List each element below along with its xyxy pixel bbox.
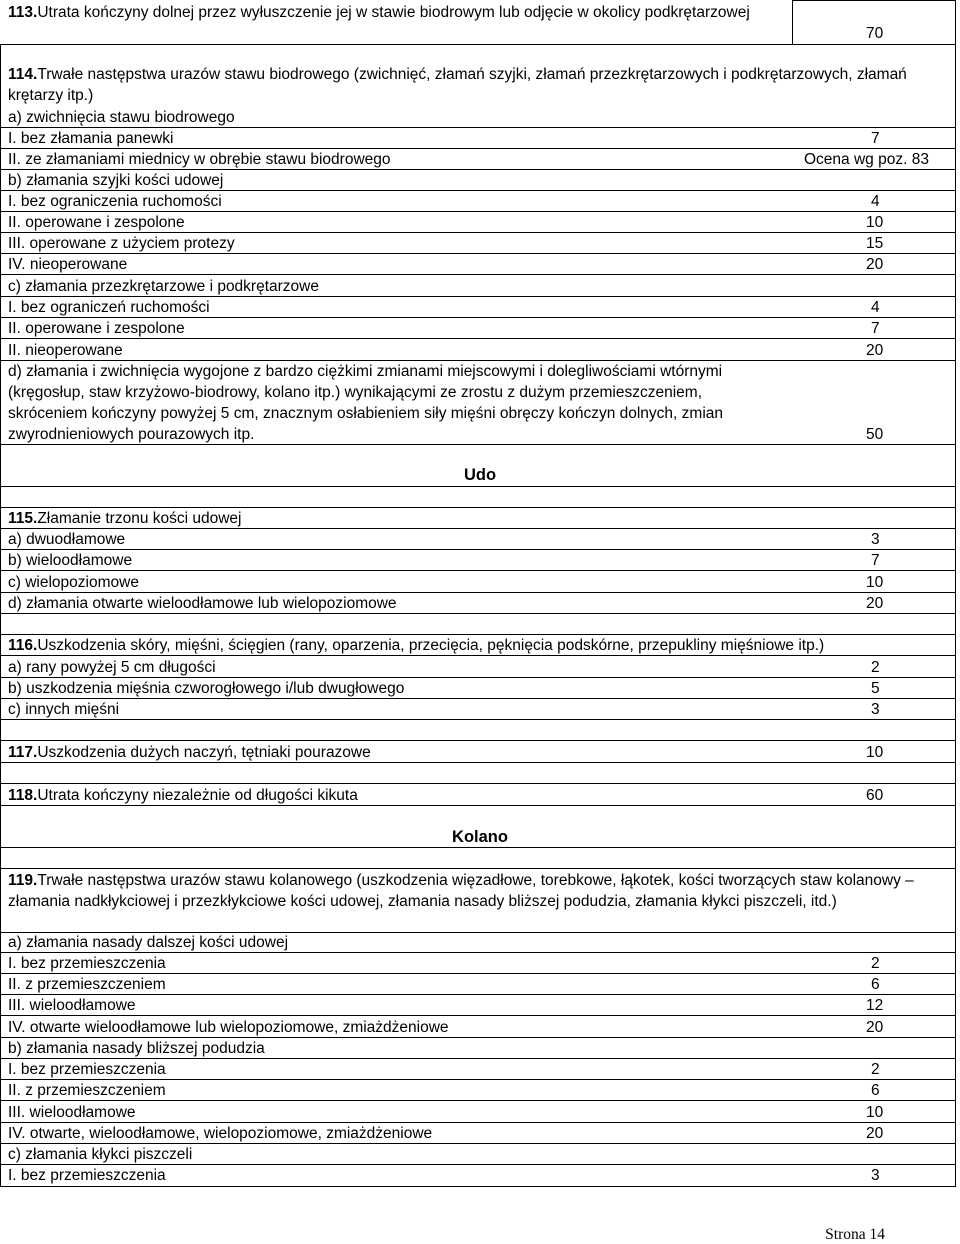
- item-114-c3-value: 20: [866, 342, 884, 359]
- item-119-b2-value: 6: [871, 1082, 880, 1099]
- item-115-b-value: 7: [871, 552, 880, 569]
- item-119-a1-value: 2: [871, 955, 880, 972]
- row-line: [0, 847, 956, 848]
- item-116-b-value: 5: [871, 680, 880, 697]
- item-114-c1-value: 4: [871, 299, 880, 316]
- item-114-a2-value: Ocena wg poz. 83: [804, 151, 929, 168]
- item-114-a: a) zwichnięcia stawu biodrowego: [8, 109, 235, 126]
- table-border: [0, 44, 956, 45]
- item-114-a1-value: 7: [871, 130, 880, 147]
- item-119-a3-value: 12: [866, 997, 884, 1014]
- item-119-b4-value: 20: [866, 1125, 884, 1142]
- section-number: 118.: [8, 787, 38, 804]
- item-119-a3-label: III. wieloodłamowe: [8, 997, 136, 1014]
- section-115-text: [8, 508, 242, 529]
- item-114-b4-label: IV. nieoperowane: [8, 256, 128, 273]
- item-116-c-value: 3: [871, 701, 880, 718]
- item-114-b3-label: III. operowane z użyciem protezy: [8, 235, 235, 252]
- item-115-b-label: b) wieloodłamowe: [8, 552, 133, 569]
- row-line: [0, 762, 956, 763]
- row-line: [0, 338, 956, 339]
- heading-kolano: Kolano: [452, 828, 508, 846]
- item-114-b2-value: 10: [866, 214, 884, 231]
- item-119-b2-label: II. z przemieszczeniem: [8, 1082, 166, 1099]
- section-116-text: [8, 635, 824, 656]
- table-border: [955, 0, 956, 44]
- item-114-b3-value: 15: [866, 235, 884, 252]
- item-114-b4-value: 20: [866, 256, 884, 273]
- item-119-b1-value: 2: [871, 1061, 880, 1078]
- row-line: [0, 528, 956, 529]
- row-line: [0, 1100, 956, 1101]
- item-119-c1-label: I. bez przemieszczenia: [8, 1167, 166, 1184]
- section-number: 116.: [8, 637, 38, 654]
- row-line: [0, 719, 956, 720]
- heading-udo: Udo: [463, 466, 497, 484]
- item-119-a4-label: IV. otwarte wieloodłamowe lub wielopoziomowe, zmiażdżeniowe: [8, 1019, 449, 1036]
- item-115-d-label: d) złamania otwarte wieloodłamowe lub wielopoziomowe: [8, 595, 397, 612]
- item-119-a1-label: I. bez przemieszczenia: [8, 955, 166, 972]
- table-border: [792, 0, 956, 1]
- row-line: [0, 655, 956, 656]
- item-115-a-value: 3: [871, 531, 880, 548]
- item-114-c3-label: II. nieoperowane: [8, 342, 123, 359]
- item-114-b: b) złamania szyjki kości udowej: [8, 172, 224, 189]
- section-118-text: [8, 785, 358, 806]
- table-border: [955, 44, 956, 1186]
- section-title: Uszkodzenia skóry, mięśni, ścięgien (rany, oparzenia, przecięcia, pęknięcia podskórne, przepukliny mięśniowe itp.): [37, 637, 825, 654]
- item-114-b2-label: II. operowane i zespolone: [8, 214, 185, 231]
- item-114-c2-value: 7: [871, 320, 880, 337]
- section-number: 117.: [8, 744, 38, 761]
- item-116-c-label: c) innych mięśni: [8, 701, 120, 718]
- item-119-a2-value: 6: [871, 976, 880, 993]
- item-119-b3-label: III. wieloodłamowe: [8, 1104, 136, 1121]
- item-119-a4-value: 20: [866, 1019, 884, 1036]
- section-title: Trwałe następstwa urazów stawu biodrowego (zwichnięć, złamań szyjki, złamań przezkrętarzowych i podkrętarzowych, złamań krętarzy itp.): [8, 66, 907, 104]
- section-117-text: [8, 742, 371, 763]
- row-line: [0, 486, 956, 487]
- item-119-b: b) złamania nasady bliższej podudzia: [8, 1040, 265, 1057]
- item-114-b1-label: I. bez ograniczenia ruchomości: [8, 193, 222, 210]
- row-line: [0, 868, 956, 869]
- item-119-c: c) złamania kłykci piszczeli: [8, 1146, 193, 1163]
- row-line: [0, 444, 956, 445]
- item-114-c2-label: II. operowane i zespolone: [8, 320, 185, 337]
- item-115-c-value: 10: [866, 574, 884, 591]
- section-117-value: 10: [866, 744, 884, 761]
- item-119-b4-label: IV. otwarte, wieloodłamowe, wielopoziomowe, zmiażdżeniowe: [8, 1125, 433, 1142]
- section-title: Utrata kończyny dolnej przez wyłuszczenie jej w stawie biodrowym lub odjęcie w okolicy podkrętarzowej: [37, 4, 750, 21]
- item-119-b3-value: 10: [866, 1104, 884, 1121]
- table-border: [0, 44, 1, 1186]
- item-114-c1-label: I. bez ograniczeń ruchomości: [8, 299, 210, 316]
- row-line: [0, 805, 956, 806]
- row-line: [0, 698, 956, 699]
- row-line: [0, 274, 956, 275]
- row-line: [0, 253, 956, 254]
- item-119-a2-label: II. z przemieszczeniem: [8, 976, 166, 993]
- section-118-value: 60: [866, 787, 884, 804]
- section-title: Złamanie trzonu kości udowej: [37, 510, 242, 527]
- row-line: [0, 1186, 956, 1187]
- item-114-b1-value: 4: [871, 193, 880, 210]
- row-line: [0, 994, 956, 995]
- item-115-a-label: a) dwuodłamowe: [8, 531, 126, 548]
- item-115-c-label: c) wielopoziomowe: [8, 574, 139, 591]
- section-number: 114.: [8, 66, 38, 83]
- row-line: [0, 613, 956, 614]
- item-114-a2-label: II. ze złamaniami miednicy w obrębie stawu biodrowego: [8, 151, 391, 168]
- page-number: Strona 14: [825, 1226, 885, 1243]
- item-116-a-label: a) rany powyżej 5 cm długości: [8, 659, 216, 676]
- section-113-value: 70: [866, 25, 884, 42]
- table-border: [792, 0, 793, 44]
- section-title: Utrata kończyny niezależnie od długości kikuta: [37, 787, 358, 804]
- row-line: [0, 740, 956, 741]
- row-line: [0, 570, 956, 571]
- item-119-c1-value: 3: [871, 1167, 880, 1184]
- item-116-a-value: 2: [871, 659, 880, 676]
- item-115-d-value: 20: [866, 595, 884, 612]
- section-number: 113.: [8, 4, 38, 21]
- section-title: Trwałe następstwa urazów stawu kolanowego (uszkodzenia więzadłowe, torebkowe, łąkotek, kości tworzących staw kolanowy – złamania nadkłykciowej i przezkłykciowe kości udowej, złamania nasady bliższej podudzia, złamania kłykci piszczeli, itd.): [8, 872, 914, 910]
- item-114-d-value: 50: [866, 426, 884, 443]
- section-number: 119.: [8, 872, 38, 889]
- item-114-a1-label: I. bez złamania panewki: [8, 130, 174, 147]
- item-119-b1-label: I. bez przemieszczenia: [8, 1061, 166, 1078]
- item-119-a: a) złamania nasady dalszej kości udowej: [8, 934, 289, 951]
- section-113-text: [8, 2, 788, 23]
- item-116-b-label: b) uszkodzenia mięśnia czworogłowego i/lub dwugłowego: [8, 680, 405, 697]
- section-114-text: [8, 64, 908, 106]
- section-119-text: [8, 870, 953, 912]
- section-number: 115.: [8, 510, 38, 527]
- item-114-c: c) złamania przezkrętarzowe i podkrętarzowe: [8, 278, 319, 295]
- item-114-d-label: d) złamania i zwichnięcia wygojone z bardzo ciężkimi zmianami miejscowymi i dolegliwościami wtórnymi (kręgosłup, staw krzyżowo-biodrowy, kolano itp.) wynikającymi ze zrostu z dużym przemieszczeniem, skróceniem kończyny powyżej 5 cm, znacznym osłabieniem siły mięśni obręczy kończyn dolnych, zmian zwyrodnieniowych pourazowych itp.: [8, 363, 723, 443]
- section-title: Uszkodzenia dużych naczyń, tętniaki pourazowe: [37, 744, 371, 761]
- row-line: [0, 1015, 956, 1016]
- row-line: [0, 783, 956, 784]
- row-line: [0, 549, 956, 550]
